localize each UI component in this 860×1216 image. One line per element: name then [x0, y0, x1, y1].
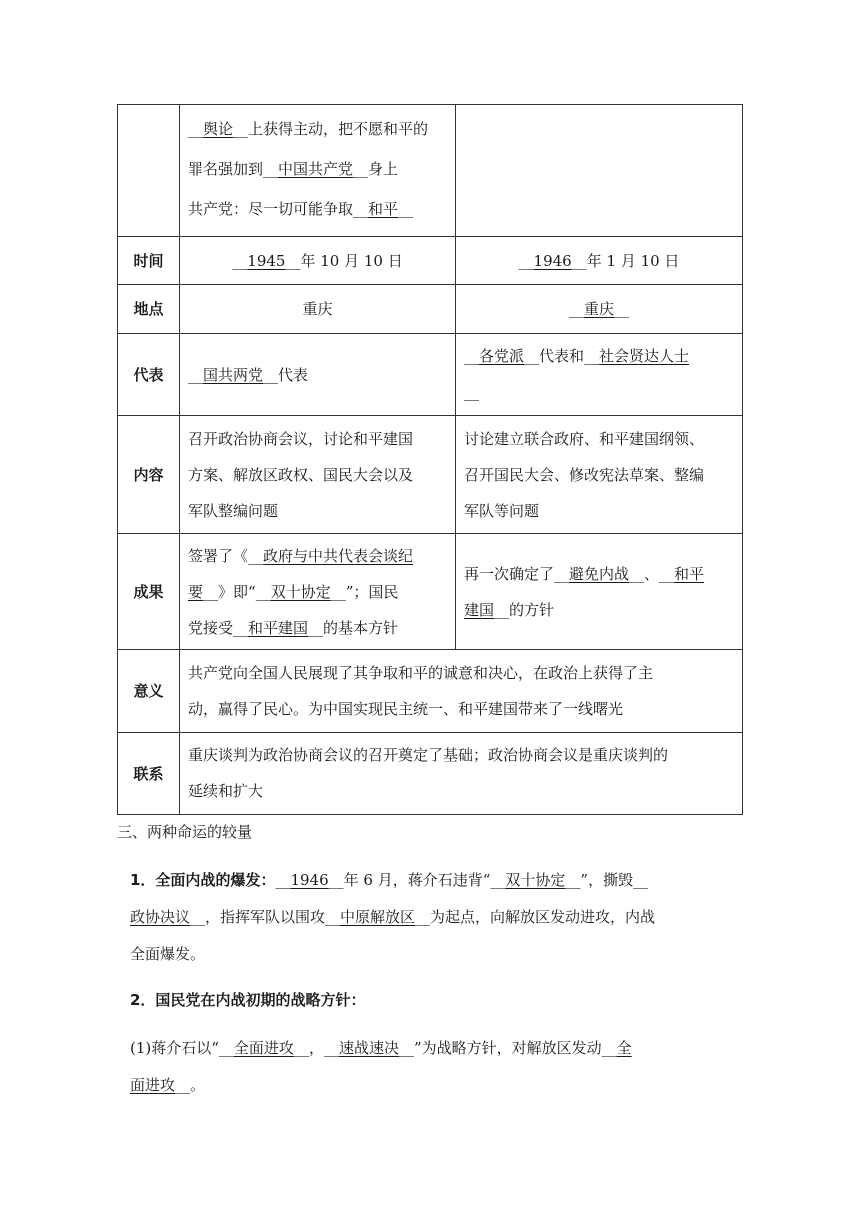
cell-place-b: __重庆__ — [456, 285, 743, 334]
blank-answer: 和平 — [368, 200, 399, 218]
cell-empty — [456, 105, 743, 237]
cell-rep-b: __各党派__代表和__社会贤达人士 __ — [456, 334, 743, 416]
cell-time-b: __1946__年 1 月 10 日 — [456, 237, 743, 285]
table-row — [118, 285, 743, 334]
paragraph-strategy-heading: 2．国民党在内战初期的战略方针： — [130, 991, 366, 1009]
cell-content-b: 讨论建立联合政府、和平建国纲领、 召开国民大会、修改宪法草案、整编 军队等问题 — [456, 416, 743, 534]
row-label-link: 联系 — [118, 733, 180, 815]
section-heading: 三、两种命运的较量 — [117, 823, 253, 841]
table-row — [118, 334, 743, 416]
cell-time-a: __1945__年 10 月 10 日 — [180, 237, 456, 285]
cell-link: 重庆谈判为政治协商会议的召开奠定了基础；政治协商会议是重庆谈判的 延续和扩大 — [180, 733, 743, 815]
cell-negotiation-background: __舆论__上获得主动，把不愿和平的 罪名强加到__中国共产党__身上 共产党：尽一切可能争取__和平__ — [180, 105, 456, 237]
comparison-table — [117, 104, 743, 815]
cell-result-a: 签署了《__政府与中共代表会谈纪 要__》即“__双十协定__”；国民 党接受__和平建国__的基本方针 — [180, 534, 456, 650]
table-row — [118, 650, 743, 733]
table-row — [118, 237, 743, 285]
row-label-meaning: 意义 — [118, 650, 180, 733]
row-label-rep: 代表 — [118, 334, 180, 416]
table-row — [118, 534, 743, 650]
row-label-content: 内容 — [118, 416, 180, 534]
cell-place-a: 重庆 — [180, 285, 456, 334]
cell-result-b: 再一次确定了__避免内战__、__和平 建国__的方针 — [456, 534, 743, 650]
table-row — [118, 733, 743, 815]
blank-answer: 中国共产党 — [278, 160, 354, 178]
table-row — [118, 416, 743, 534]
table-row — [118, 105, 743, 237]
row-label-place: 地点 — [118, 285, 180, 334]
row-label-empty — [118, 105, 180, 237]
blank-answer: 舆论 — [203, 120, 234, 138]
paragraph-strategy-detail: (1)蒋介石以“__全面进攻__，__速战速决__”为战略方针，对解放区发动__全 面进攻__。 — [130, 1039, 632, 1094]
row-label-result: 成果 — [118, 534, 180, 650]
cell-rep-a: __国共两党__代表 — [180, 334, 456, 416]
row-label-time: 时间 — [118, 237, 180, 285]
cell-content-a: 召开政治协商会议，讨论和平建国 方案、解放区政权、国民大会以及 军队整编问题 — [180, 416, 456, 534]
paragraph-civil-war-outbreak: 1．全面内战的爆发：__1946__年 6 月，蒋介石违背“__双十协定__”，撕毁__ 政协决议__，指挥军队以围攻__中原解放区__为起点，向解放区发动进攻，内战 全面爆发。 — [130, 871, 656, 963]
cell-meaning: 共产党向全国人民展现了其争取和平的诚意和决心，在政治上获得了主 动，赢得了民心。为中国实现民主统一、和平建国带来了一线曙光 — [180, 650, 743, 733]
